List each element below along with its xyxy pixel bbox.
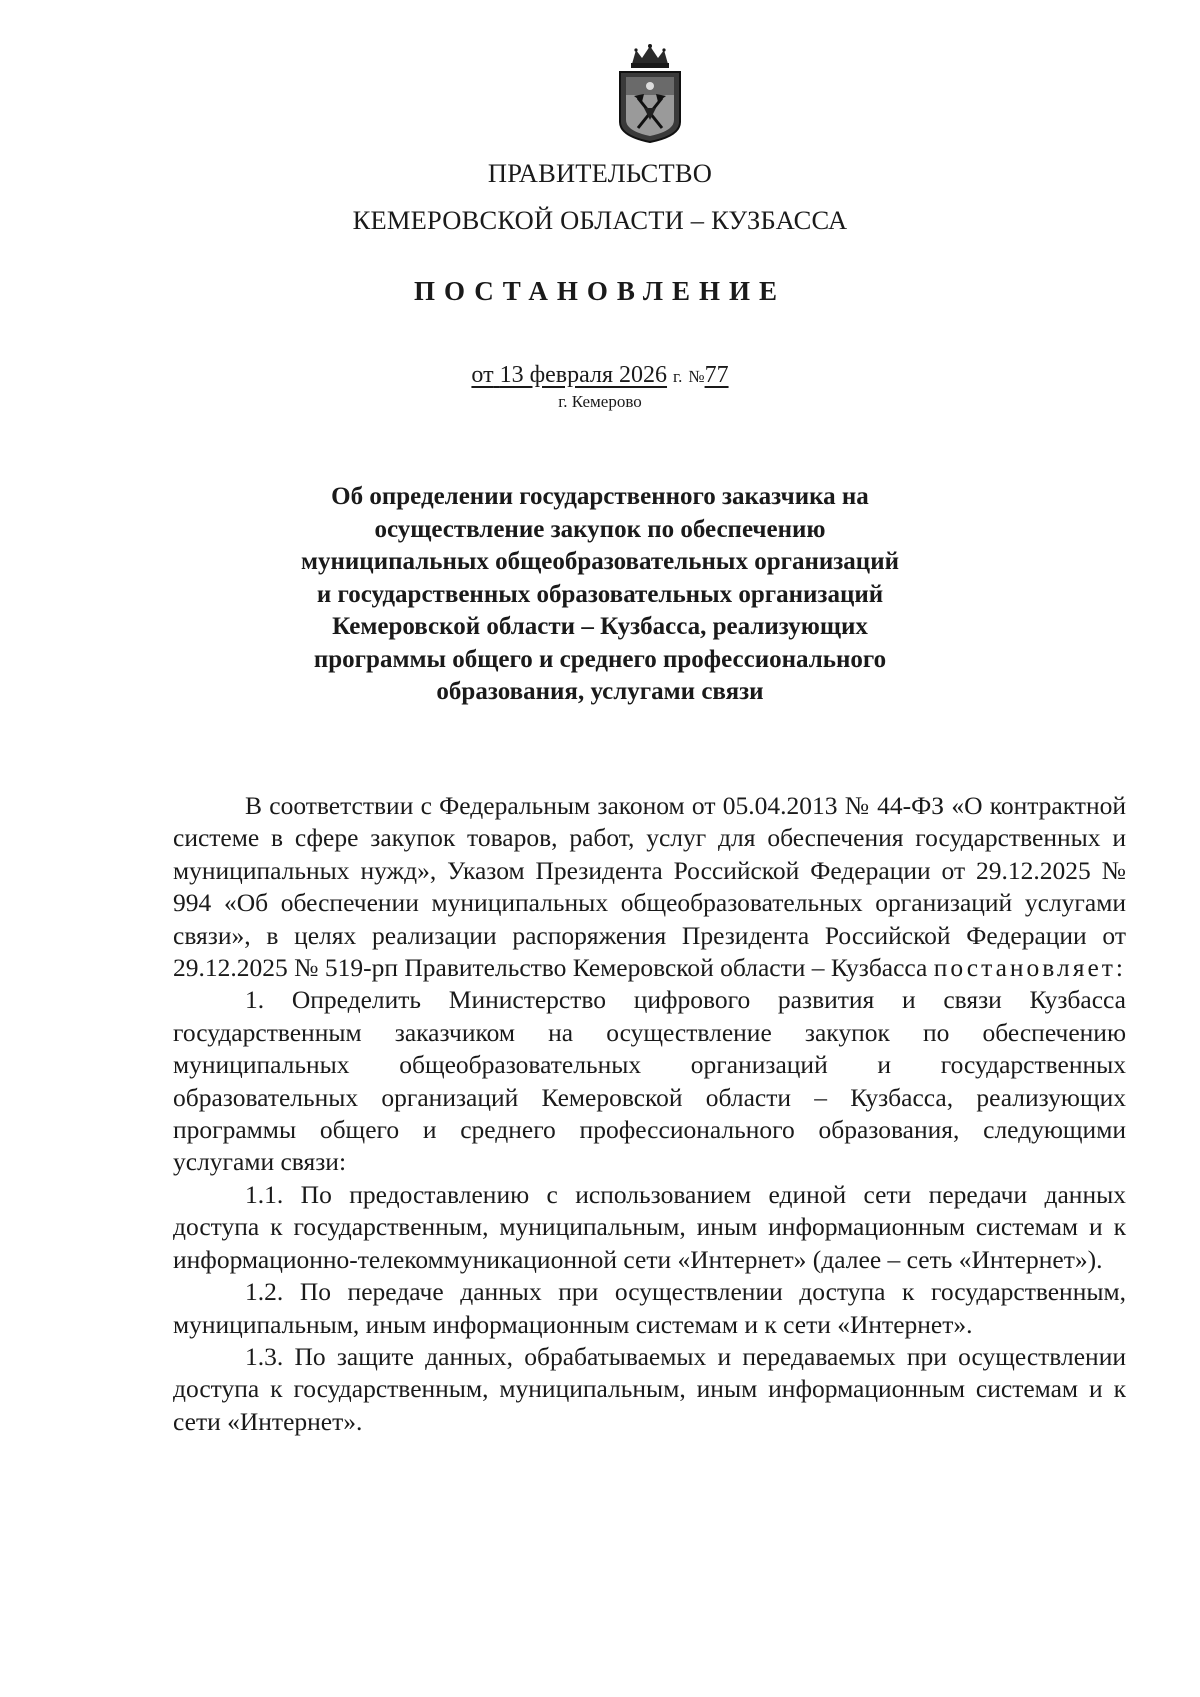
government-title-line-2: КЕМЕРОВСКОЙ ОБЛАСТИ – КУЗБАССА: [352, 205, 848, 235]
government-title-line-1: ПРАВИТЕЛЬСТВО: [487, 158, 713, 188]
preamble-text: В соответствии с Федеральным законом от 05.04.2013 № 44-ФЗ «О контрактной системе в сфере закупок товаров, работ, услуг для обеспечения государственных и муниципальных нужд», Указом Президента Российской Федерации от 29.12.2025 № 994 «Об обеспечении муниципальных общеобразовательных организаций услугами связи», в целях реализации распоряжения Президента Российской Федерации от 29.12.2025 № 519-рп Правительство Кемеровской области – Кузбасса: [173, 791, 1126, 983]
date-prefix: от: [471, 362, 494, 388]
decree-word: постановляет:: [933, 953, 1126, 983]
document-title: Об определении государственного заказчика на осуществление закупок по обеспечению муниципальных общеобразовательных организаций и государственных образовательных организаций Кемеровской области – Кузбасса, реализующих программы общего и среднего профессионального образования, услугами связи: [300, 483, 900, 705]
preamble-paragraph: [173, 790, 1126, 984]
item-1-2-paragraph: 1.2. По передаче данных при осуществлении доступа к государственным, муниципальным, иным информационным системам и к сети «Интернет».: [173, 1277, 1126, 1339]
document-body: [173, 790, 1126, 1438]
year-suffix: г.: [673, 367, 683, 386]
number-sign: №: [688, 367, 705, 386]
item-1-3-paragraph: 1.3. По защите данных, обрабатываемых и передаваемых при осуществлении доступа к государственным, муниципальным, иным информационным системам и к сети «Интернет».: [173, 1341, 1126, 1436]
document-number: 77: [704, 362, 729, 388]
date-number-line: [0, 362, 1200, 389]
city-name: г. Кемерово: [558, 392, 642, 411]
coat-of-arms-emblem: [614, 42, 686, 144]
item-1-paragraph: 1. Определить Министерство цифрового развития и связи Кузбасса государственным заказчиком на осуществление закупок по обеспечению муниципальных общеобразовательных организаций и государственных образовательных организаций Кемеровской области – Кузбасса, реализующих программы общего и среднего профессионального образования, следующими услугами связи:: [173, 985, 1126, 1177]
document-date: 13 февраля 2026: [499, 362, 668, 388]
document-type-heading: ПОСТАНОВЛЕНИЕ: [413, 276, 787, 306]
item-1-1-paragraph: 1.1. По предоставлению с использованием единой сети передачи данных доступа к государственным, муниципальным, иным информационным системам и к информационно-телекоммуникационной сети «Интернет» (далее – сеть «Интернет»).: [173, 1179, 1126, 1274]
